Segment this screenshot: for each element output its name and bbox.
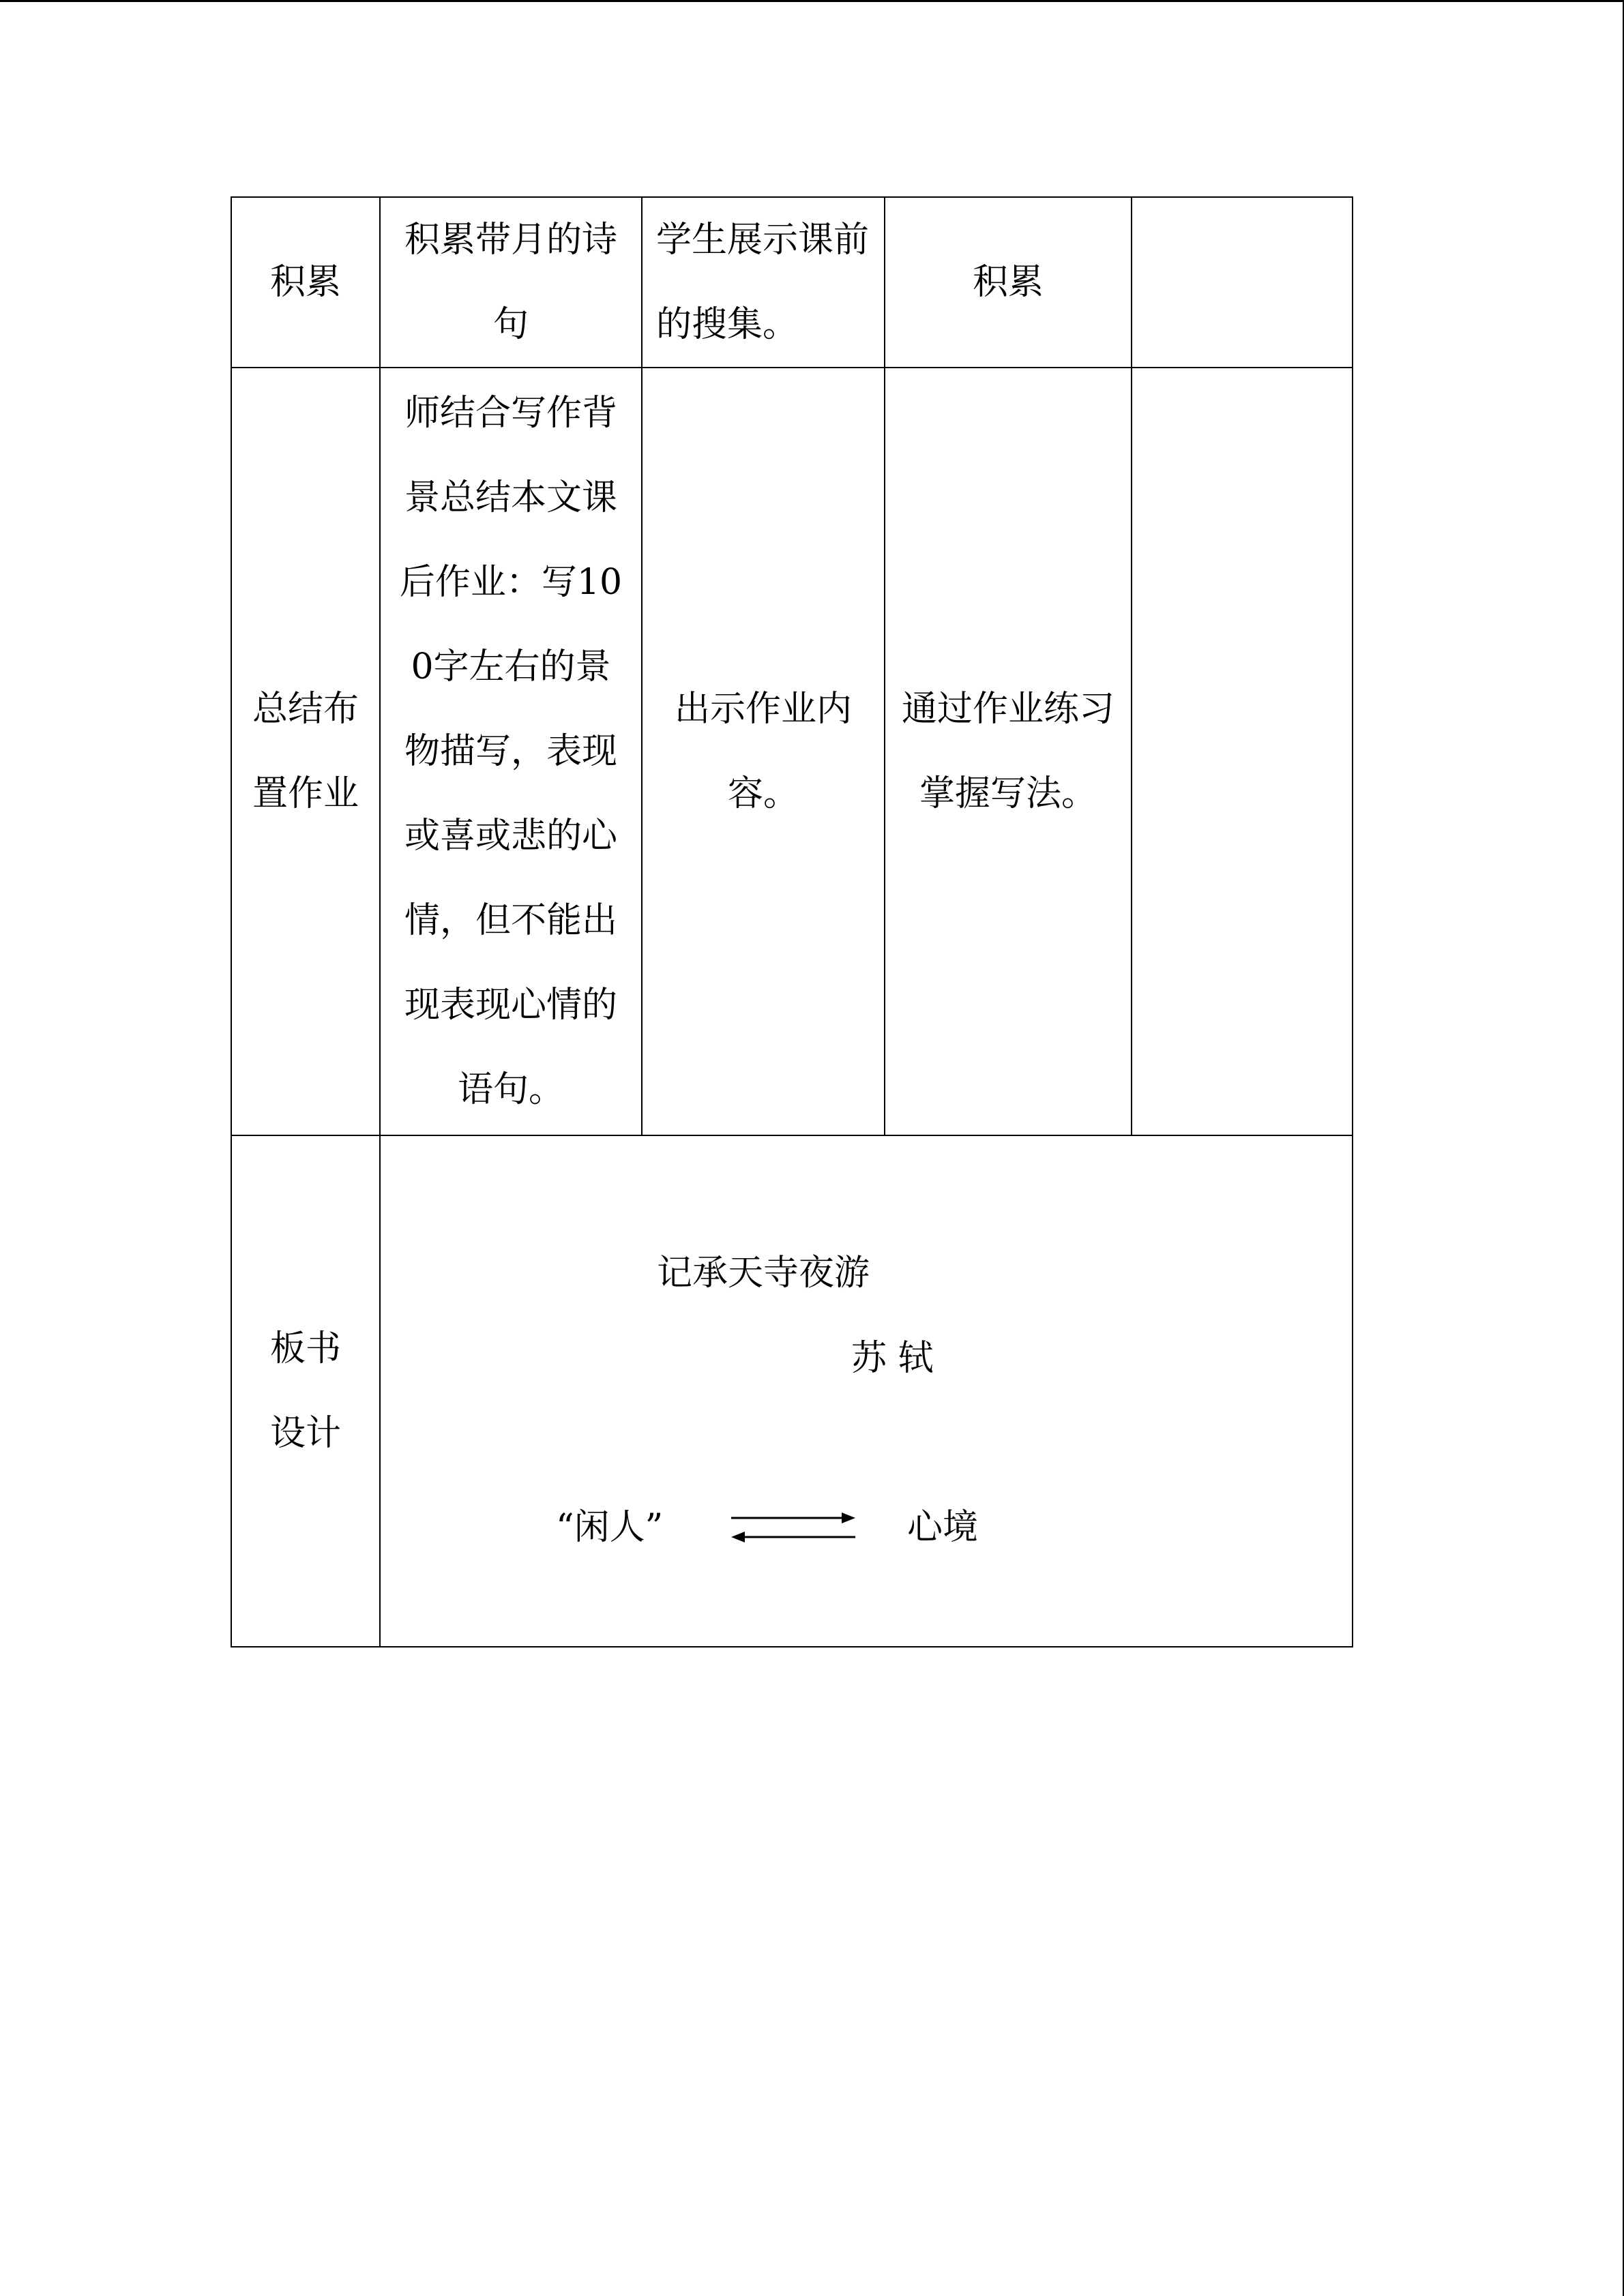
note-cell bbox=[1132, 368, 1353, 1135]
table-row bbox=[231, 197, 1353, 368]
blackboard-design-cell bbox=[380, 1135, 1353, 1647]
board-author: 苏 轼 bbox=[851, 1338, 934, 1379]
lesson-plan-table bbox=[231, 196, 1353, 1648]
blackboard-design bbox=[394, 1136, 1338, 1646]
intent-cell: 通过作业练习掌握写法。 bbox=[885, 368, 1132, 1135]
stage-cell: 积累 bbox=[231, 197, 380, 368]
table-row bbox=[231, 1135, 1353, 1647]
stage-cell: 总结布置作业 bbox=[231, 368, 380, 1135]
board-left-term: “闲人” bbox=[556, 1507, 664, 1548]
double-arrow-icon bbox=[728, 1504, 858, 1552]
note-cell bbox=[1132, 197, 1353, 368]
board-title: 记承天寺夜游 bbox=[657, 1253, 870, 1294]
content-cell: 师结合写作背景总结本文课后作业：写100字左右的景物描写，表现或喜或悲的心情，但不能出现表现心情的语句。 bbox=[380, 368, 642, 1135]
intent-cell: 积累 bbox=[885, 197, 1132, 368]
table-row bbox=[231, 368, 1353, 1135]
content-cell: 积累带月的诗句 bbox=[380, 197, 642, 368]
activity-cell: 出示作业内容。 bbox=[642, 368, 885, 1135]
stage-cell: 板书设计 bbox=[231, 1135, 380, 1647]
activity-cell: 学生展示课前的搜集。 bbox=[642, 197, 885, 368]
page-top-border bbox=[0, 0, 1624, 2]
board-right-term: 心境 bbox=[907, 1507, 979, 1548]
